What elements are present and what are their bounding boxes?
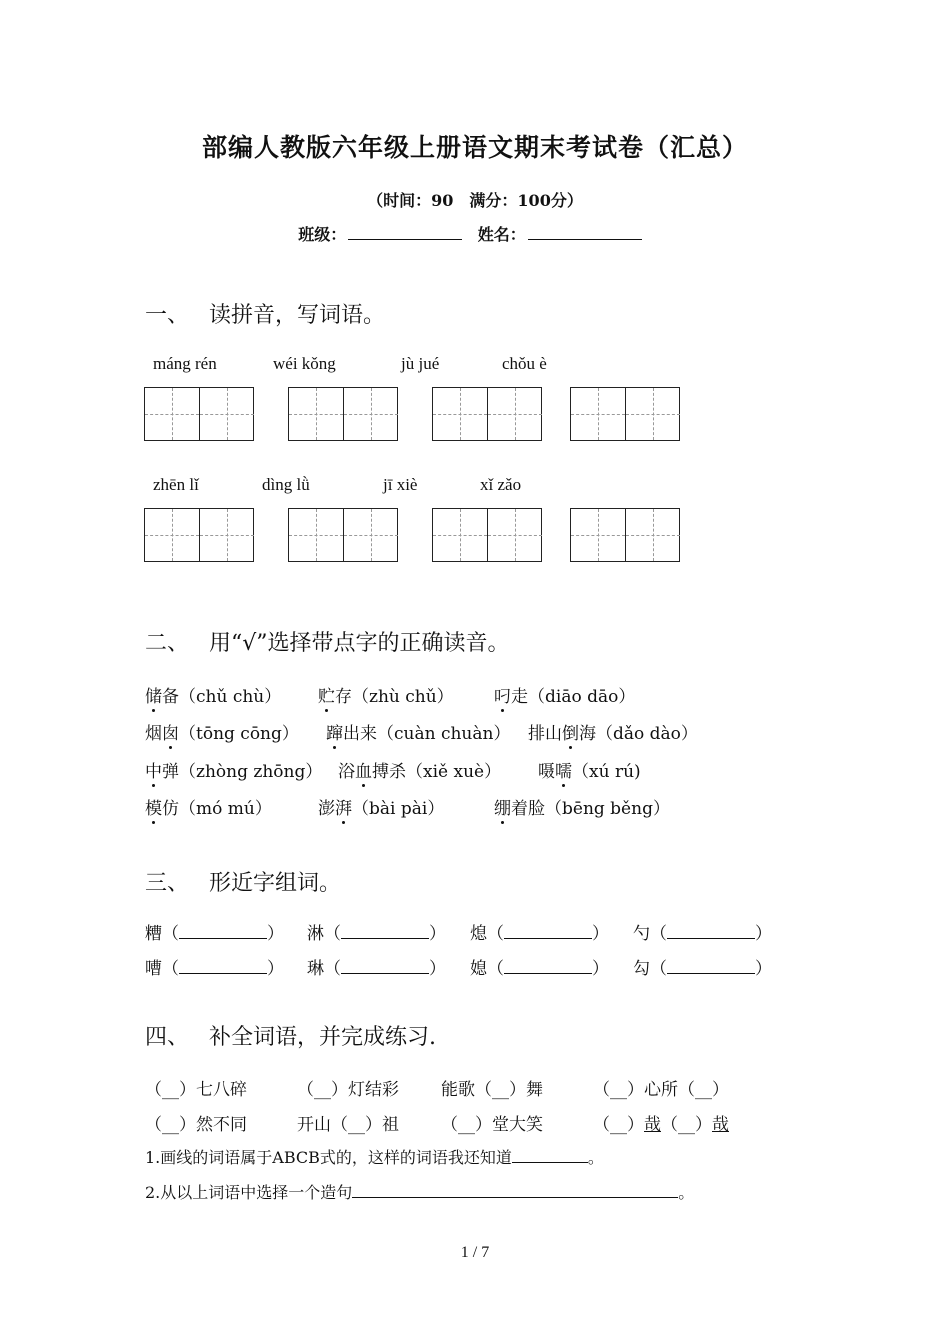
class-blank[interactable]: [348, 225, 462, 240]
close-paren: ）: [429, 959, 446, 979]
word-group-item[interactable]: [470, 919, 609, 944]
idiom-item[interactable]: （__）堂大笑: [441, 1115, 543, 1135]
reading-item[interactable]: [494, 794, 670, 819]
answer-blank[interactable]: [504, 961, 592, 974]
pinyin-2: wéi kǒng: [273, 354, 336, 373]
underlined-char: 哉: [644, 1115, 661, 1135]
section4-heading: [145, 1020, 436, 1051]
pinyin-8: xǐ zǎo: [480, 475, 522, 494]
char-label: 勾（: [633, 959, 667, 979]
question-1: [145, 1145, 604, 1168]
reading-item[interactable]: [528, 719, 698, 744]
writing-box[interactable]: [144, 508, 254, 562]
reading-item[interactable]: [494, 682, 635, 707]
class-name-line: [0, 222, 950, 245]
close-paren: ）: [592, 959, 609, 979]
page-title: 部编人教版六年级上册语文期末考试卷（汇总）: [201, 133, 748, 162]
reading-item[interactable]: [538, 757, 641, 782]
idiom-item[interactable]: 能歌（__）舞: [441, 1080, 543, 1100]
name-label: 姓名：: [477, 225, 526, 244]
idiom-item[interactable]: （__）然不同: [145, 1115, 247, 1135]
reading-text: 存（zhù chǔ）: [335, 687, 454, 707]
word-group-item[interactable]: [145, 919, 284, 944]
answer-blank[interactable]: [667, 961, 755, 974]
question-1-text: 1.画线的词语属于ABCB式的，这样的词语我还知道: [145, 1148, 512, 1167]
idiom-item[interactable]: [593, 1110, 729, 1135]
section2-num: 二、: [145, 631, 190, 656]
char-label: 媳（: [470, 959, 504, 979]
reading-text: 烟: [145, 724, 162, 744]
reading-text: 海（dǎo dào）: [579, 724, 698, 744]
section4-title: 补全词语，并完成练习.: [209, 1025, 436, 1050]
reading-text: （bài pài）: [352, 799, 445, 819]
char-label: 淋（: [307, 924, 341, 944]
idiom-blank: （__）: [661, 1115, 712, 1135]
writing-box[interactable]: [288, 387, 398, 441]
reading-item[interactable]: [338, 757, 501, 782]
question-2-text: 2.从以上词语中选择一个造句: [145, 1183, 353, 1202]
pinyin-1: máng rén: [153, 354, 217, 373]
reading-text: 澎: [318, 799, 335, 819]
pinyin-7: jī xiè: [383, 475, 418, 494]
word-group-item[interactable]: [307, 919, 446, 944]
dotted-char: 叼: [494, 687, 511, 707]
answer-blank[interactable]: [341, 926, 429, 939]
question-2: [145, 1180, 694, 1203]
reading-text: 弹（zhòng zhōng）: [162, 762, 323, 782]
reading-text: （xú rú): [572, 762, 641, 782]
reading-text: 排山: [528, 724, 562, 744]
char-label: 琳（: [307, 959, 341, 979]
section1-heading: [145, 298, 385, 329]
pinyin-4: chǒu è: [502, 354, 547, 373]
reading-item[interactable]: [145, 719, 299, 744]
reading-text: 嗫: [538, 762, 555, 782]
dotted-char: 倒: [562, 724, 579, 744]
close-paren: ）: [429, 924, 446, 944]
close-paren: ）: [755, 924, 772, 944]
dotted-char: 囱: [162, 724, 179, 744]
writing-box[interactable]: [432, 508, 542, 562]
exam-meta: （时间：90 满分：100分）: [367, 191, 583, 210]
dotted-char: 蹿: [326, 724, 343, 744]
word-group-item[interactable]: [633, 919, 772, 944]
idiom-item[interactable]: （__）七八碎: [145, 1080, 247, 1100]
reading-item[interactable]: [145, 757, 322, 782]
reading-text: 走（diāo dāo）: [511, 687, 636, 707]
char-label: 勺（: [633, 924, 667, 944]
close-paren: ）: [267, 924, 284, 944]
writing-box[interactable]: [288, 508, 398, 562]
word-group-item[interactable]: [145, 954, 284, 979]
word-group-item[interactable]: [633, 954, 772, 979]
pinyin-3: jù jué: [401, 354, 440, 373]
dotted-char: 储: [145, 687, 162, 707]
question-1-blank[interactable]: [512, 1150, 588, 1163]
answer-blank[interactable]: [179, 961, 267, 974]
dotted-char: 绷: [494, 799, 511, 819]
dotted-char: 中: [145, 762, 162, 782]
reading-item[interactable]: [145, 794, 272, 819]
close-paren: ）: [592, 924, 609, 944]
writing-box[interactable]: [432, 387, 542, 441]
reading-text: 浴: [338, 762, 355, 782]
section3-num: 三、: [145, 871, 190, 896]
word-group-item[interactable]: [470, 954, 609, 979]
section2-title: 用“√”选择带点字的正确读音。: [209, 631, 510, 656]
reading-item[interactable]: [318, 794, 444, 819]
reading-text: 着脸（bēng běng）: [511, 799, 670, 819]
section4-num: 四、: [145, 1025, 190, 1050]
underlined-char: 哉: [712, 1115, 729, 1135]
answer-blank[interactable]: [341, 961, 429, 974]
writing-box[interactable]: [144, 387, 254, 441]
idiom-item[interactable]: 开山（__）祖: [297, 1115, 399, 1135]
reading-item[interactable]: [145, 682, 281, 707]
section2-heading: [145, 626, 510, 657]
question-2-end: 。: [678, 1183, 695, 1202]
dotted-char: 湃: [335, 799, 352, 819]
close-paren: ）: [755, 959, 772, 979]
char-label: 熄（: [470, 924, 504, 944]
dotted-char: 模: [145, 799, 162, 819]
reading-text: 备（chǔ chù）: [162, 687, 282, 707]
idiom-item[interactable]: （__）心所（__）: [593, 1080, 729, 1100]
reading-item[interactable]: [318, 682, 454, 707]
word-group-item[interactable]: [307, 954, 446, 979]
idiom-item[interactable]: （__）灯结彩: [297, 1080, 399, 1100]
reading-text: （tōng cōng）: [179, 724, 299, 744]
answer-blank[interactable]: [504, 926, 592, 939]
section3-title: 形近字组词。: [209, 871, 342, 896]
reading-text: 搏杀（xiě xuè）: [372, 762, 502, 782]
close-paren: ）: [267, 959, 284, 979]
reading-text: 仿（mó mú）: [162, 799, 272, 819]
reading-item[interactable]: [326, 719, 510, 744]
pinyin-5: zhēn lǐ: [153, 475, 199, 494]
section3-heading: [145, 866, 341, 897]
section1-title: 读拼音，写词语。: [209, 303, 386, 328]
page-number: 1 / 7: [460, 1244, 490, 1261]
char-label: 嘈（: [145, 959, 179, 979]
question-1-end: 。: [587, 1148, 604, 1167]
dotted-char: 贮: [318, 687, 335, 707]
char-label: 糟（: [145, 924, 179, 944]
idiom-blank: （__）: [593, 1115, 644, 1135]
dotted-char: 血: [355, 762, 372, 782]
section1-num: 一、: [145, 303, 190, 328]
answer-blank[interactable]: [179, 926, 267, 939]
pinyin-6: dìng lǜ: [262, 475, 310, 494]
dotted-char: 嚅: [555, 762, 572, 782]
question-2-blank[interactable]: [352, 1185, 678, 1198]
reading-text: 出来（cuàn chuàn）: [343, 724, 511, 744]
writing-box[interactable]: [570, 387, 680, 441]
name-blank[interactable]: [528, 225, 642, 240]
writing-box[interactable]: [570, 508, 680, 562]
answer-blank[interactable]: [667, 926, 755, 939]
class-label: 班级：: [298, 225, 347, 244]
